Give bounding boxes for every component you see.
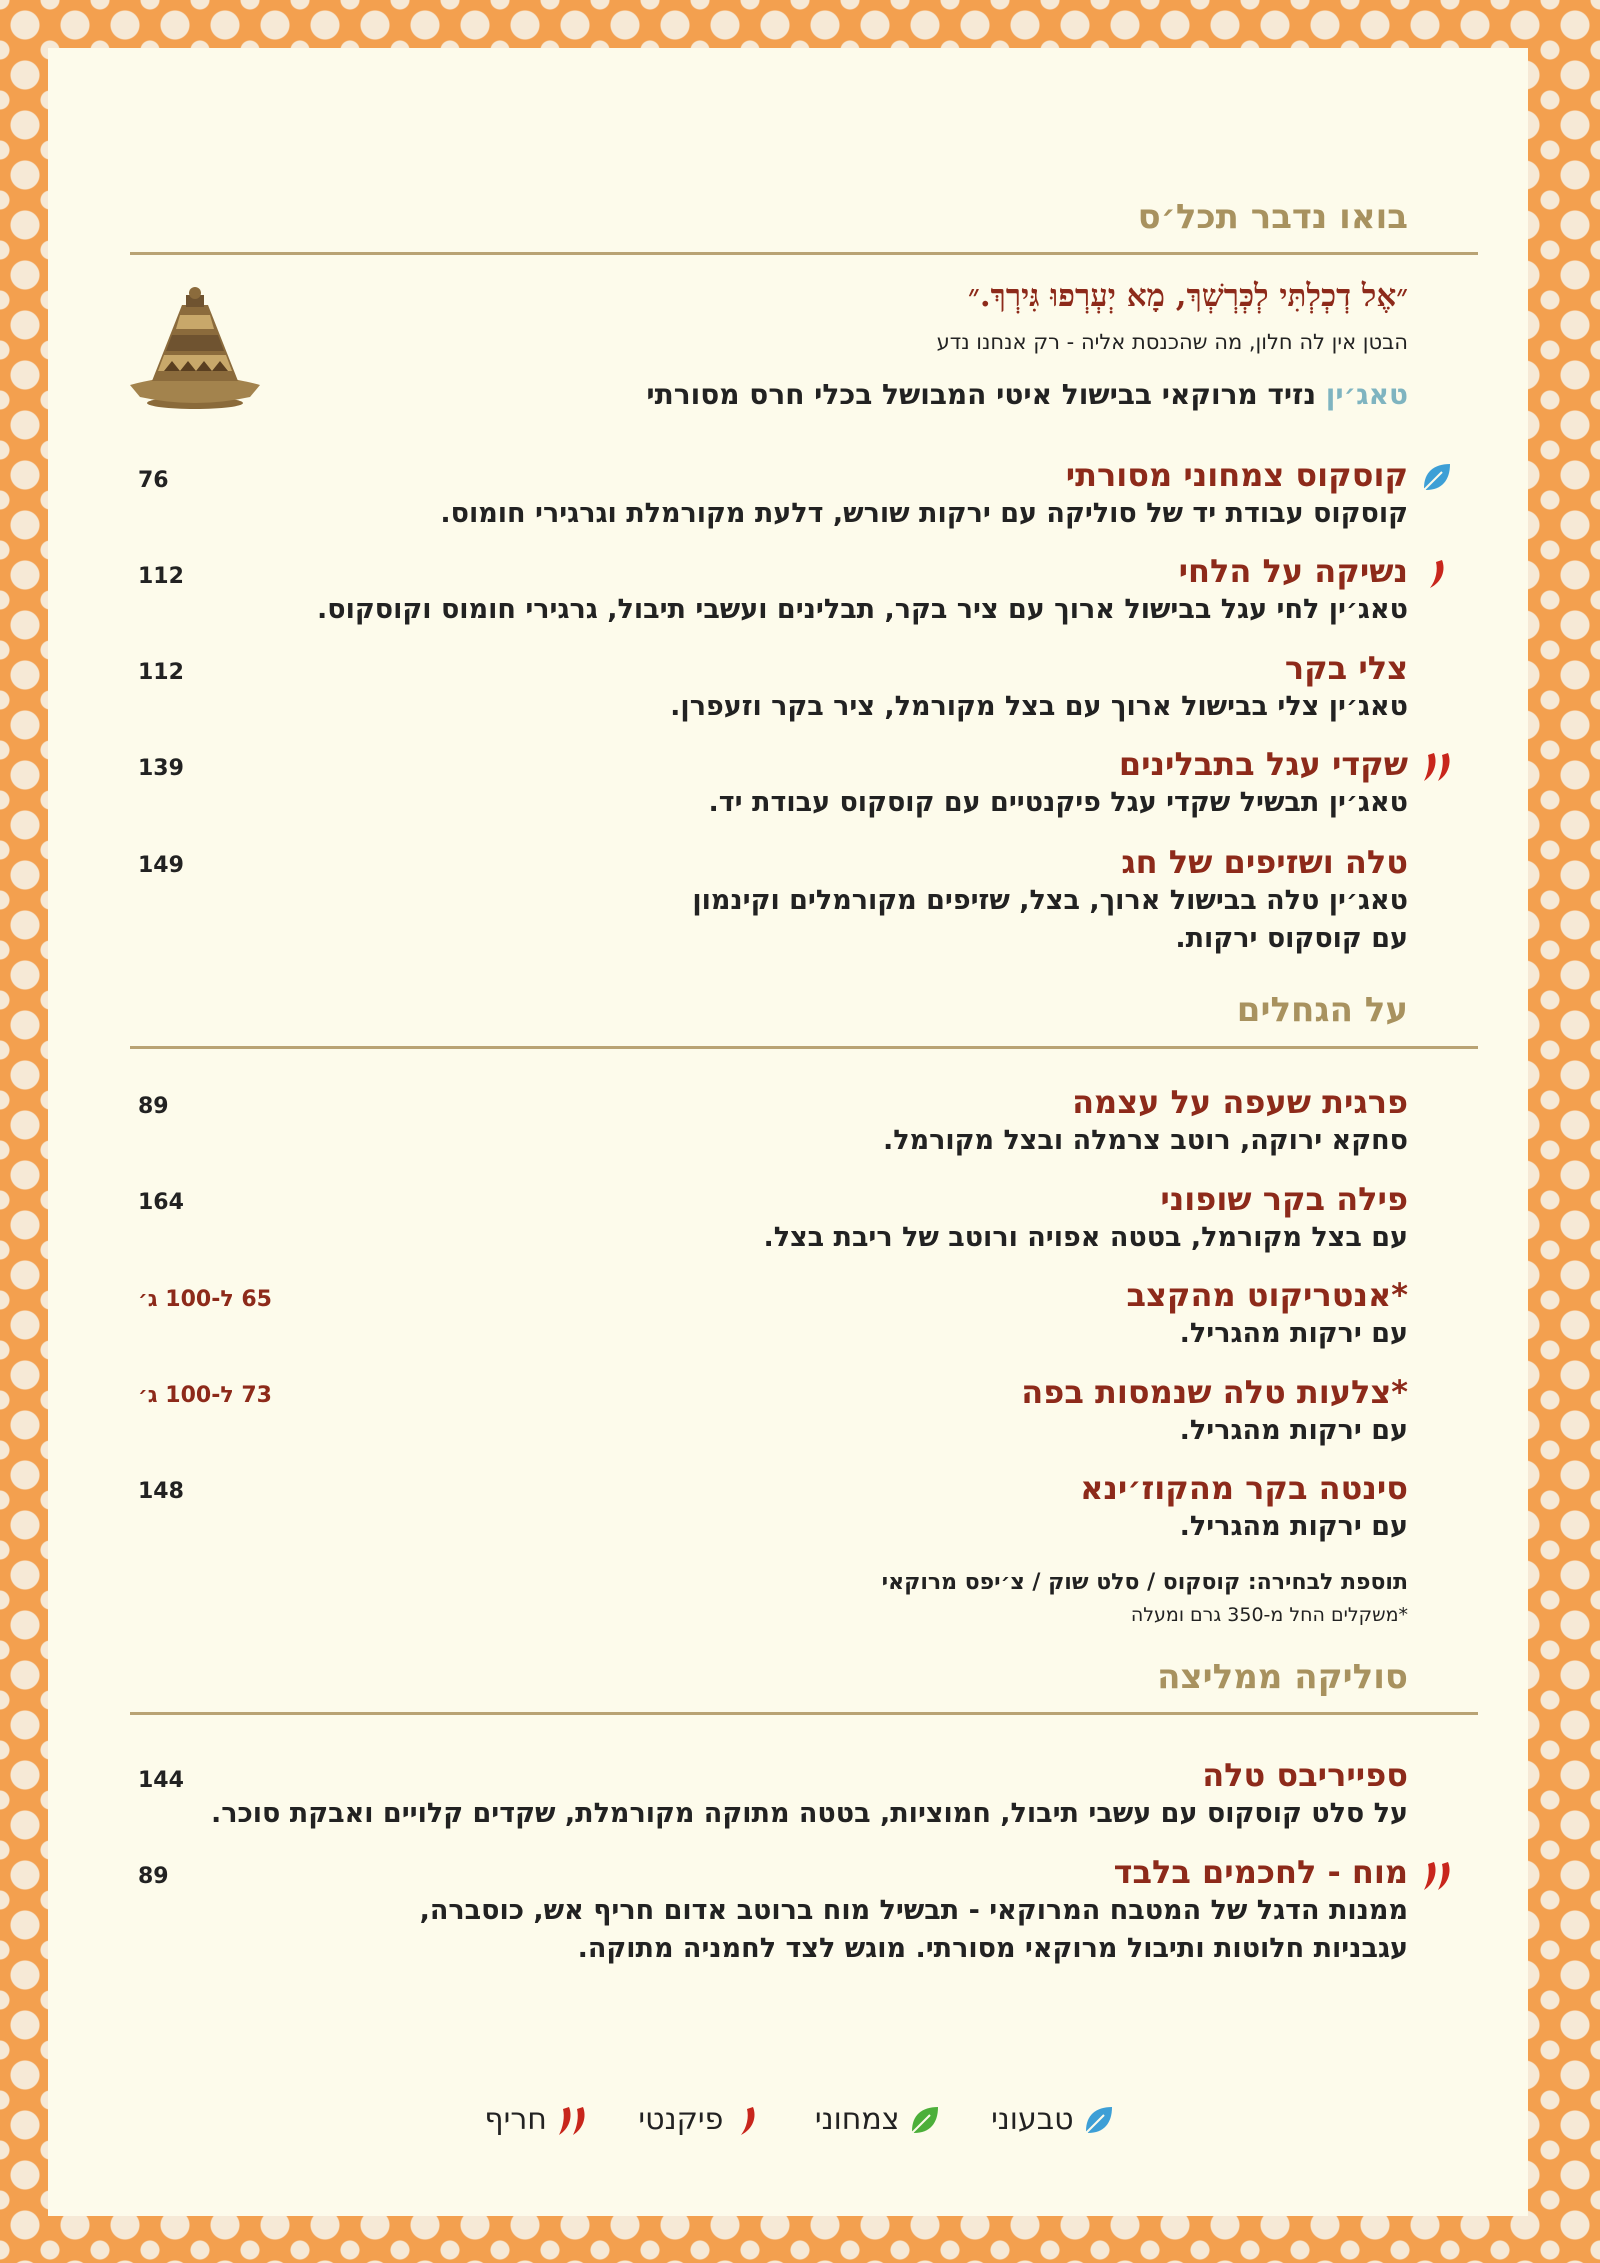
chili-double-icon: [555, 2103, 589, 2137]
item-description: עם בצל מקורמל, בטטה אפויה ורוטב של ריבת בצל.: [763, 1222, 1408, 1253]
legend: [0, 2102, 1600, 2145]
item-name: פילה בקר שופוני: [1160, 1180, 1408, 1218]
item-name: טלה ושזיפים של חג: [1121, 843, 1408, 881]
menu-item: [158, 1468, 1408, 1546]
section-divider: [130, 1046, 1478, 1049]
item-price: 112: [138, 660, 184, 685]
item-description-line2: עגבניות חלוטות ותיבול מרוקאי מסורתי. מוגש לצד לחמניה מתוקה.: [577, 1933, 1408, 1964]
section-title-tagine: בואו נדבר תכל׳ס: [1137, 197, 1408, 237]
chili-single-icon: [731, 2103, 765, 2137]
menu-item: [158, 455, 1408, 533]
item-name: נשיקה על הלחי: [1178, 552, 1408, 590]
legend-vegan-label: טבעוני: [991, 2102, 1074, 2137]
legend-hot: [484, 2102, 588, 2137]
tagine-definition: [646, 378, 1408, 411]
item-description: עם ירקות מהגריל.: [1179, 1511, 1408, 1542]
item-description: עם ירקות מהגריל.: [1179, 1415, 1408, 1446]
section-divider: [130, 252, 1478, 255]
section-divider: [130, 1712, 1478, 1715]
item-name: שקדי עגל בתבלינים: [1118, 745, 1408, 783]
quote: ״אֶל דְכְלְתִּי לְכְּרְשְׁךְ, מָא יְעְרְפוּ גִּירְךְ.״: [968, 278, 1408, 314]
item-price: 89: [138, 1864, 169, 1889]
item-name: צלי בקר: [1284, 649, 1408, 687]
tagine-word: טאג׳ין: [1325, 378, 1408, 411]
menu-item: [158, 648, 1408, 726]
leaf-blue-icon: [1082, 2103, 1116, 2137]
item-name: *אנטריקוט מהקצב: [1126, 1276, 1408, 1314]
legend-vegan: [991, 2102, 1115, 2137]
item-price: 144: [138, 1768, 184, 1793]
item-price: 149: [138, 853, 184, 878]
item-price: 164: [138, 1190, 184, 1215]
leaf-green-icon: [908, 2103, 942, 2137]
menu-item: [158, 1755, 1408, 1833]
item-description: טאג׳ין טלה בבישול ארוך, בצל, שזיפים מקורמלים וקינמון: [692, 885, 1408, 916]
chili-double-icon: [1420, 1858, 1454, 1892]
menu-item: [158, 1372, 1408, 1450]
item-price: 76: [138, 468, 169, 493]
item-price: 139: [138, 756, 184, 781]
chili-single-icon: [1420, 556, 1454, 590]
item-price: 65 ל-100 ג׳: [138, 1287, 272, 1312]
item-description: קוסקוס עבודת יד של סוליקה עם ירקות שורש, דלעת מקורמלת וגרגירי חומוס.: [440, 498, 1408, 529]
item-description: ממנות הדגל של המטבח המרוקאי - תבשיל מוח ברוטב אדום חריף אש, כוסברה,: [419, 1895, 1408, 1926]
item-name: סינטה בקר מהקוז׳ינא: [1080, 1469, 1408, 1507]
item-price: 89: [138, 1094, 169, 1119]
section-title-recommends: סוליקה ממליצה: [1157, 1657, 1408, 1697]
item-price: 148: [138, 1479, 184, 1504]
menu-item: [158, 1179, 1408, 1257]
menu-item: [158, 551, 1408, 629]
item-name: מוח - לחכמים בלבד: [1113, 1853, 1408, 1891]
menu-item: [158, 1852, 1408, 1968]
item-name: *צלעות טלה שנמסות בפה: [1021, 1373, 1408, 1411]
item-description: טאג׳ין צלי בבישול ארוך עם בצל מקורמל, ציר בקר וזעפרן.: [670, 691, 1408, 722]
legend-spicy-label: פיקנטי: [638, 2102, 724, 2137]
item-description: על סלט קוסקוס עם עשבי תיבול, חמוציות, בטטה מתוקה מקורמלת, שקדים קלויים ואבקת סוכר.: [210, 1798, 1408, 1829]
menu-item: [158, 744, 1408, 822]
item-price: 73 ל-100 ג׳: [138, 1383, 272, 1408]
item-description: עם ירקות מהגריל.: [1179, 1318, 1408, 1349]
item-description: טאג׳ין לחי עגל בבישול ארוך עם ציר בקר, תבלינים ועשבי תיבול, גרגירי חומוס וקוסקוס.: [317, 594, 1408, 625]
menu-item: [158, 842, 1408, 958]
chili-double-icon: [1420, 749, 1454, 783]
item-description: טאג׳ין תבשיל שקדי עגל פיקנטיים עם קוסקוס עבודת יד.: [708, 787, 1408, 818]
item-name: פרגית שעפה על עצמה: [1072, 1083, 1408, 1121]
leaf-blue-icon: [1420, 460, 1454, 494]
item-description-line2: עם קוסקוס ירקות.: [1175, 923, 1408, 954]
tagine-definition-text: נזיד מרוקאי בבישול איטי המבושל בכלי חרס מסורתי: [646, 378, 1326, 411]
item-price: 112: [138, 564, 184, 589]
legend-vegetarian-label: צמחוני: [814, 2102, 900, 2137]
section-title-grill: על הגחלים: [1236, 990, 1408, 1030]
legend-vegetarian: [815, 2102, 942, 2137]
menu-item: [158, 1275, 1408, 1353]
quote-translation: הבטן אין לה חלון, מה שהכנסת אליה - רק אנחנו נדע: [936, 330, 1408, 354]
tagine-pot-icon: [122, 285, 268, 410]
item-name: קוסקוס צמחוני מסורתי: [1065, 456, 1408, 494]
sides-note: תוספת לבחירה: קוסקוס / סלט שוק / צ׳יפס מרוקאי: [881, 1570, 1408, 1595]
legend-spicy: [638, 2102, 765, 2137]
weights-note: *משקלים החל מ-350 גרם ומעלה: [1130, 1604, 1408, 1626]
item-name: ספייריבס טלה: [1202, 1756, 1408, 1794]
legend-hot-label: חריף: [484, 2102, 547, 2137]
item-description: סחקא ירוקה, רוטב צרמלה ובצל מקורמל.: [883, 1125, 1408, 1156]
menu-item: [158, 1082, 1408, 1160]
